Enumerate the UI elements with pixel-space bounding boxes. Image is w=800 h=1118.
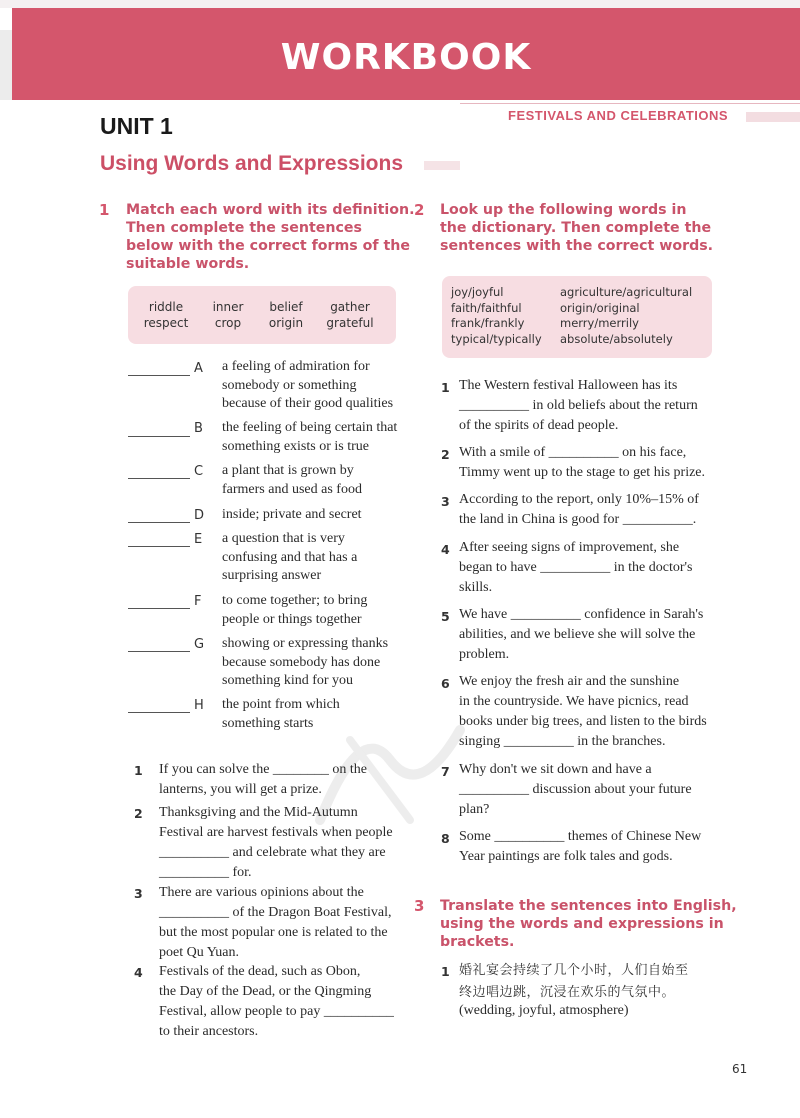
- sentence-line: poet Qu Yuan.: [159, 945, 239, 960]
- definition-line: farmers and used as food: [222, 481, 362, 497]
- sentence-line: __________ and celebrate what they are: [159, 845, 386, 860]
- definition-line: something kind for you: [222, 673, 354, 688]
- exercise-2-instruction: [440, 201, 713, 255]
- sentence-number: 6: [441, 676, 450, 691]
- sentence-line: singing __________ in the branches.: [459, 734, 666, 749]
- sentence-line: problem.: [459, 647, 510, 662]
- sentence-line: After seeing signs of improvement, she: [459, 540, 680, 555]
- sentence-line: the Day of the Dead, or the Qingming: [159, 984, 372, 999]
- definition-letter: H: [194, 698, 204, 713]
- sentence-line: We have __________ confidence in Sarah's: [459, 607, 704, 622]
- definition-letter: E: [194, 532, 203, 547]
- sentence-line: Some __________ themes of Chinese New: [459, 829, 702, 844]
- instruction-line: suitable words.: [126, 256, 250, 272]
- word: origin: [268, 316, 304, 330]
- word: grateful: [326, 316, 374, 330]
- word: respect: [143, 316, 189, 330]
- instruction-line: Match each word with its definition.: [126, 202, 415, 218]
- sentence-line: Festival are harvest festivals when people: [159, 825, 393, 840]
- definition-line: surprising answer: [222, 568, 322, 583]
- answer-blank-e[interactable]: [128, 545, 190, 547]
- sentence-line: abilities, and we believe she will solve the: [459, 627, 696, 642]
- sentence-number: 2: [441, 447, 450, 462]
- sentence-number: 4: [134, 965, 143, 980]
- section-title: Using Words and Expressions: [100, 152, 404, 175]
- exercise-1-instruction: [126, 201, 414, 273]
- instruction-line: the dictionary. Then complete the: [440, 220, 712, 236]
- sentence-line: plan?: [459, 802, 490, 817]
- exercise-2-number: 2: [414, 201, 425, 219]
- word: absolute/absolutely: [560, 331, 673, 346]
- sentence-line: books under big trees, and listen to the birds: [459, 714, 707, 729]
- word: inner: [212, 300, 244, 314]
- sentence-line: of the spirits of dead people.: [459, 418, 619, 433]
- watermark-image: [300, 700, 480, 840]
- word: riddle: [148, 300, 184, 314]
- instruction-line: brackets.: [440, 934, 515, 950]
- sentence-line: If you can solve the ________ on the: [159, 762, 368, 777]
- definition-letter: B: [194, 421, 203, 436]
- word: origin/original: [560, 300, 640, 315]
- sentence-line: __________ discussion about your future: [459, 782, 692, 797]
- sentence-line: Festivals of the dead, such as Obon,: [159, 964, 361, 979]
- unit-title: UNIT 1: [100, 113, 173, 139]
- sentence-number: 7: [441, 764, 450, 779]
- definition-line: because somebody has done: [222, 654, 381, 670]
- exercise-1-number: 1: [99, 201, 110, 219]
- definition-letter: G: [194, 637, 205, 652]
- word: belief: [269, 300, 303, 314]
- sentence-number: 1: [441, 380, 450, 395]
- definition-line: something starts: [222, 715, 314, 731]
- sentence-line: __________ for.: [159, 865, 252, 880]
- definition-letter: D: [194, 508, 205, 523]
- ex2-sentence-5: [459, 605, 703, 665]
- top-strip: [0, 0, 800, 8]
- word-column-left: [451, 285, 542, 347]
- definition-d: [222, 506, 402, 525]
- sentence-number: 3: [441, 494, 450, 509]
- answer-blank-f[interactable]: [128, 607, 190, 609]
- sentence-line: We enjoy the fresh air and the sunshine: [459, 674, 680, 689]
- instruction-line: Look up the following words in: [440, 202, 687, 218]
- ex1-sentence-4: [159, 962, 394, 1042]
- answer-blank-c[interactable]: [128, 477, 190, 479]
- answer-blank-d[interactable]: [128, 521, 190, 523]
- word: typical/typically: [451, 331, 542, 346]
- sentence-line: Thanksgiving and the Mid-Autumn: [159, 805, 358, 820]
- sentence-line: but the most popular one is related to the: [159, 925, 388, 940]
- definition-line: a plant that is grown by: [222, 463, 354, 478]
- exercise-2-word-box: [442, 276, 712, 358]
- translation-hint: (wedding, joyful, atmosphere): [459, 1003, 629, 1018]
- chinese-sentence: [459, 960, 719, 1004]
- definition-line: somebody or something: [222, 377, 357, 393]
- definition-f: [222, 592, 402, 629]
- instruction-line: sentences with the correct words.: [440, 238, 714, 254]
- answer-blank-h[interactable]: [128, 711, 190, 713]
- banner-title: WORKBOOK: [280, 36, 532, 78]
- sentence-line: Year paintings are folk tales and gods.: [459, 849, 673, 864]
- definition-line: the point from which: [222, 697, 340, 712]
- ex2-sentence-6: [459, 672, 707, 752]
- sentence-number: 8: [441, 831, 450, 846]
- word: joy/joyful: [451, 285, 504, 299]
- definition-line: confusing and that has a: [222, 549, 358, 565]
- sentence-line: According to the report, only 10%–15% of: [459, 492, 699, 507]
- sentence-number: 1: [134, 763, 143, 778]
- ex2-sentence-4: [459, 538, 692, 598]
- ex2-sentence-2: [459, 443, 705, 483]
- instruction-line: Translate the sentences into English,: [440, 898, 737, 914]
- definition-line: people or things together: [222, 611, 362, 627]
- word: frank/frankly: [451, 316, 525, 330]
- answer-blank-b[interactable]: [128, 435, 190, 437]
- sentence-line: lanterns, you will get a prize.: [159, 782, 322, 797]
- definition-g: [222, 635, 402, 691]
- exercise-3-instruction: [440, 897, 737, 951]
- sentence-line: There are various opinions about the: [159, 885, 364, 900]
- ex2-sentence-3: [459, 490, 699, 530]
- sentence-number: 4: [441, 542, 450, 557]
- definition-e: [222, 530, 402, 586]
- definition-line: inside; private and secret: [222, 507, 362, 522]
- answer-blank-g[interactable]: [128, 650, 190, 652]
- sentence-number: 1: [441, 964, 450, 979]
- chinese-line: 婚礼宴会持续了几个小时，人们自始至: [459, 963, 689, 978]
- sentence-number: 5: [441, 609, 450, 624]
- instruction-line: Then complete the sentences: [126, 220, 362, 236]
- sentence-line: Why don't we sit down and have a: [459, 762, 652, 777]
- definition-line: because of their good qualities: [222, 396, 394, 411]
- exercise-3-number: 3: [414, 897, 425, 915]
- answer-blank-a[interactable]: [128, 374, 190, 376]
- definition-letter: F: [194, 594, 202, 609]
- ex2-sentence-7: [459, 760, 692, 820]
- sentence-line: Festival, allow people to pay __________: [159, 1004, 394, 1019]
- sentence-line: __________ of the Dragon Boat Festival,: [159, 905, 392, 920]
- ex2-sentence-8: [459, 827, 701, 867]
- word: crop: [214, 316, 242, 330]
- header-rule: [460, 103, 800, 104]
- definition-line: something exists or is true: [222, 438, 369, 454]
- ex1-sentence-3: [159, 883, 392, 963]
- word: faith/faithful: [451, 300, 522, 315]
- definition-a: [222, 358, 402, 414]
- unit-subtitle: FESTIVALS AND CELEBRATIONS: [508, 108, 729, 123]
- sentence-line: The Western festival Halloween has its: [459, 378, 678, 393]
- workbook-banner: [12, 8, 800, 100]
- page-number: 61: [732, 1062, 748, 1076]
- definition-line: a question that is very: [222, 531, 345, 546]
- sentence-number: 3: [134, 886, 143, 901]
- banner-edge: [0, 30, 12, 100]
- instruction-line: using the words and expressions in: [440, 916, 724, 932]
- definition-line: showing or expressing thanks: [222, 636, 389, 651]
- sentence-line: skills.: [459, 580, 493, 595]
- subtitle-bar: [746, 112, 800, 122]
- sentence-line: With a smile of __________ on his face,: [459, 445, 687, 460]
- definition-line: the feeling of being certain that: [222, 420, 398, 435]
- sentence-line: to their ancestors.: [159, 1024, 259, 1039]
- definition-b: [222, 419, 402, 456]
- instruction-line: below with the correct forms of the: [126, 238, 411, 254]
- sentence-number: 2: [134, 806, 143, 821]
- definition-line: to come together; to bring: [222, 593, 368, 608]
- definition-c: [222, 462, 402, 499]
- ex2-sentence-1: [459, 376, 698, 436]
- definition-line: a feeling of admiration for: [222, 359, 370, 374]
- sentence-line: __________ in old beliefs about the return: [459, 398, 698, 413]
- word: gather: [330, 300, 370, 314]
- sentence-line: began to have __________ in the doctor's: [459, 560, 693, 575]
- sentence-line: Timmy went up to the stage to get his prize.: [459, 465, 706, 480]
- sentence-line: the land in China is good for __________.: [459, 512, 697, 527]
- chinese-line: 终边唱边跳，沉浸在欢乐的气氛中。: [459, 985, 676, 1000]
- definition-letter: C: [194, 464, 204, 479]
- word-column-right: [560, 285, 692, 347]
- section-dash: [424, 161, 460, 170]
- exercise-1-word-box: [128, 286, 396, 344]
- definition-letter: A: [194, 361, 203, 376]
- word: agriculture/agricultural: [560, 285, 693, 299]
- sentence-line: in the countryside. We have picnics, read: [459, 694, 689, 709]
- word: merry/merrily: [560, 316, 639, 330]
